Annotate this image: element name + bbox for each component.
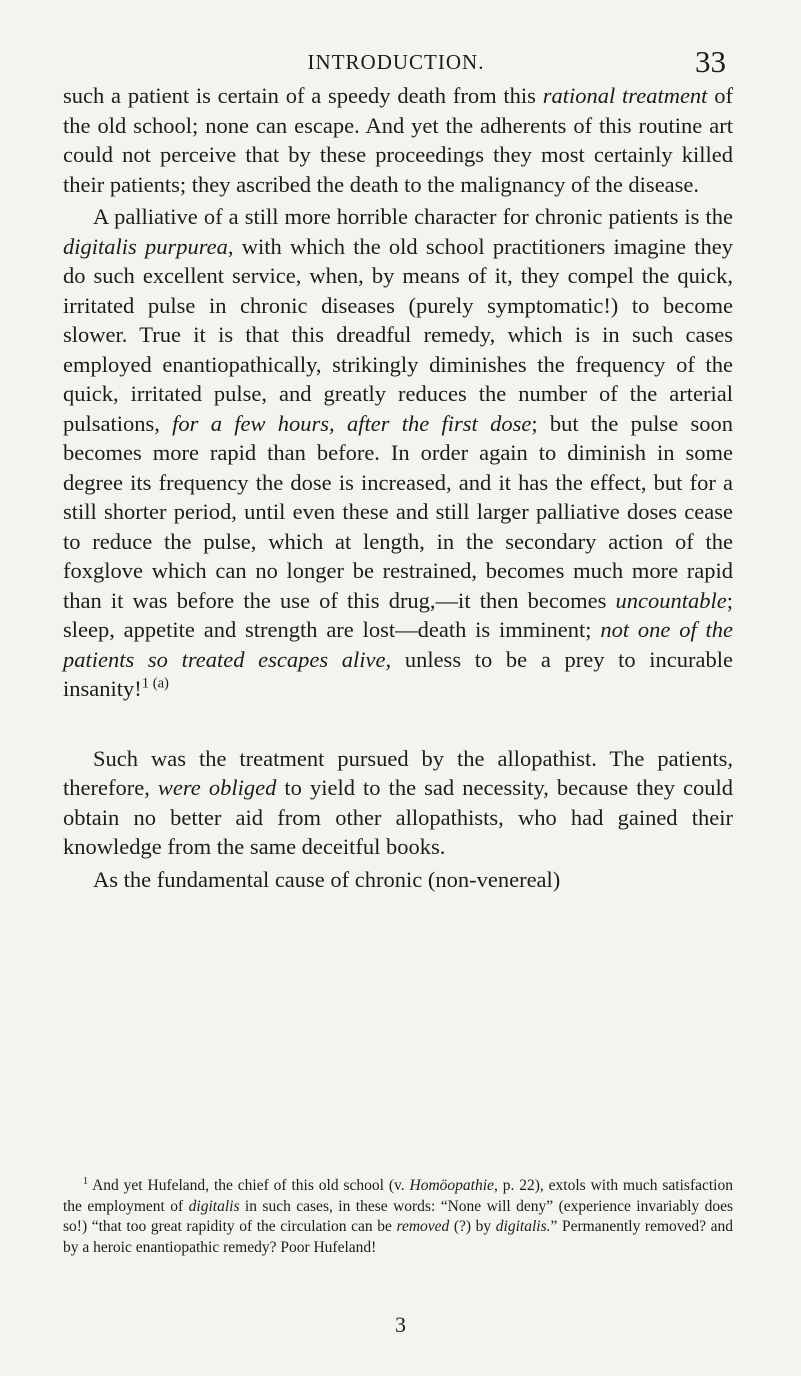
- paragraph-2: A palliative of a still more horrible character for chronic patients is the digitalis purpurea, with which the old school practitioners imagine they do such excellent service, when, by means of it, they compel the quick, irritated pulse in chronic diseases (purely symptomatic!) to become slower. True it is that this dreadful remedy, which is in such cases employed enantiopathically, strikingly diminishes the frequency of the quick, irritated pulse, and greatly reduces the number of the arterial pulsations, for a few hours, after the first dose; but the pulse soon becomes more rapid than before. In order again to diminish in some degree its frequency the dose is increased, and it has the effect, but for a still shorter period, until even these and still larger palliative doses cease to reduce the pulse, which at length, in the secondary action of the foxglove which can no longer be restrained, becomes much more rapid than it was before the use of this drug,—it then becomes uncountable; sleep, appetite and strength are lost—death is imminent; not one of the patients so treated escapes alive, unless to be a prey to incurable insanity!$^{1 (a)}$: [63, 204, 733, 701]
- footnote: $^1$ And yet Hufeland, the chief of this old school (v. Homöopathie, p. 22), extols with much satisfaction the employment of digitalis in such cases, in these words: “None will deny” (experience invariably does so!) “that too great rapidity of the circulation can be removed (?) by digitalis.” Permanently removed? and by a heroic enantiopathic remedy? Poor Hufeland!: [63, 1175, 734, 1256]
- running-head: [66, 44, 726, 80]
- emphasis: uncountable: [615, 587, 727, 613]
- emphasis: rational treatment: [542, 83, 708, 108]
- emphasis: digitalis purpurea: [63, 233, 228, 259]
- paragraph-1: such a patient is certain of a speedy death from this rational treatment of the old school; none can escape. And yet the adherents of this routine art could not perceive that by these proceedings they most certainly killed their patients; they ascribed the death to the malignancy of the disease.: [63, 83, 733, 197]
- emphasis: were obliged: [157, 775, 277, 800]
- running-title: INTRODUCTION.: [307, 50, 485, 74]
- footnote-marker: 1: [83, 1175, 89, 1187]
- emphasis: for a few hours, after the first dose: [172, 410, 532, 436]
- emphasis: not one of the patients so treated escapes alive,: [63, 617, 733, 672]
- paragraph-3: Such was the treatment pursued by the allopathist. The patients, therefore, were obliged to yield to the sad necessity, because they could obtain no better aid from other allopathists, who had gained their knowledge from the same deceitful books.: [63, 745, 733, 859]
- paragraph-4: As the fundamental cause of chronic (non-venereal): [93, 866, 561, 892]
- body-text: [63, 81, 733, 894]
- signature-mark: 3: [395, 1312, 406, 1337]
- footnote-ref: 1 (a): [141, 675, 169, 692]
- page-number: 33: [695, 44, 726, 79]
